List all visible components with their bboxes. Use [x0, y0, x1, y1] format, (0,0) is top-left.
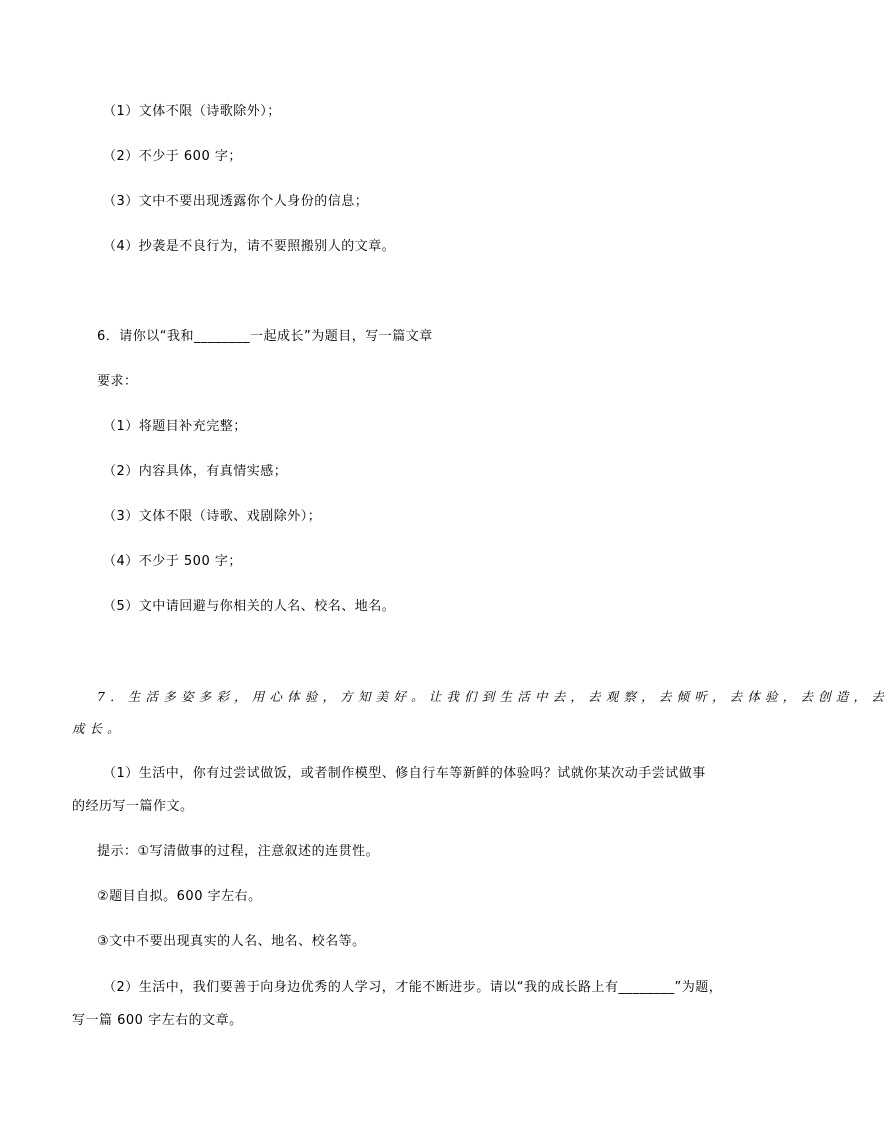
section7-intro-line-2: 成长。	[72, 721, 125, 736]
section7-part2-line-2: 写一篇 600 字左右的文章。	[72, 1013, 243, 1028]
section5-requirement-4: （4）抄袭是不良行为，请不要照搬别人的文章。	[103, 239, 396, 254]
section6-requirement-2: （2）内容具体，有真情实感；	[103, 464, 288, 479]
section7-hint-2: ②题目自拟。600 字左右。	[97, 889, 262, 904]
section6-requirements-label: 要求：	[97, 374, 138, 389]
section6-requirement-4: （4）不少于 500 字；	[103, 554, 242, 569]
section5-requirement-1: （1）文体不限（诗歌除外）；	[103, 104, 281, 119]
section5-requirement-2: （2）不少于 600 字；	[103, 149, 242, 164]
section6-requirement-1: （1）将题目补充完整；	[103, 419, 247, 434]
section6-question-title: 6．请你以“我和________一起成长”为题目，写一篇文章	[97, 329, 433, 344]
section7-part1-line-1: （1）生活中，你有过尝试做饭，或者制作模型、修自行车等新鲜的体验吗？试就你某次动手尝试做事	[103, 766, 706, 781]
section7-hint-3: ③文中不要出现真实的人名、地名、校名等。	[97, 934, 366, 949]
section7-hint-1: 提示：①写清做事的过程，注意叙述的连贯性。	[97, 844, 380, 859]
section5-requirement-3: （3）文中不要出现透露你个人身份的信息；	[103, 194, 369, 209]
section6-requirement-5: （5）文中请回避与你相关的人名、校名、地名。	[103, 599, 396, 614]
section7-part1-line-2: 的经历写一篇作文。	[72, 799, 194, 814]
section7-intro-line-1: 7．生活多姿多彩，用心体验，方知美好。让我们到生活中去，去观察，去倾听，去体验，去创造，去	[97, 689, 889, 704]
section7-part2-line-1: （2）生活中，我们要善于向身边优秀的人学习，才能不断进步。请以“我的成长路上有________”为题，	[103, 980, 723, 995]
section6-requirement-3: （3）文体不限（诗歌、戏剧除外）；	[103, 509, 322, 524]
